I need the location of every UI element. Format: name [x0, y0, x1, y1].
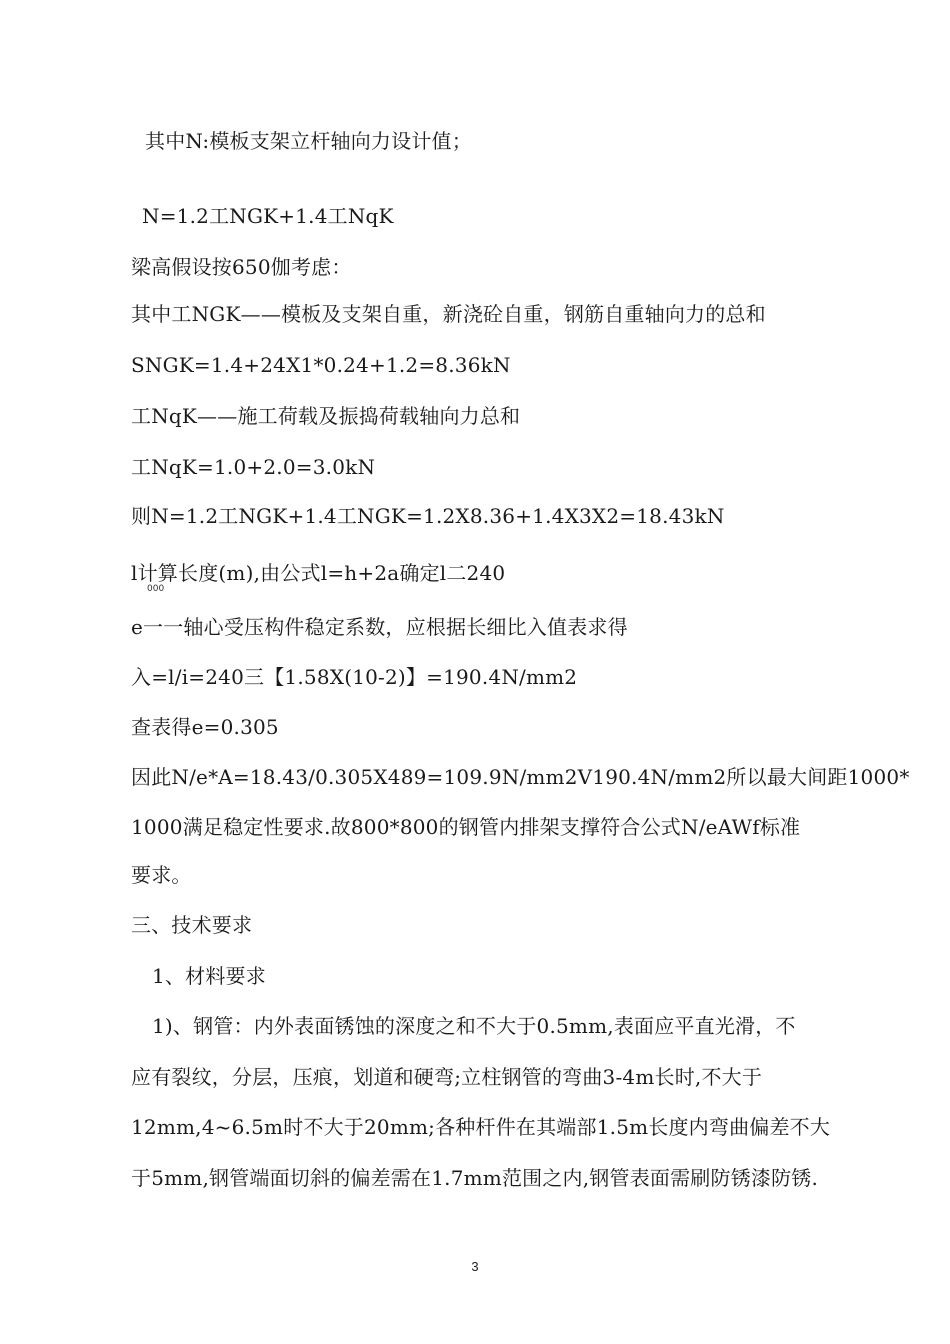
text-line-5: SNGK=1.4+24X1*0.24+1.2=8.36kN [131, 353, 511, 377]
text-line-18: 1)、钢管：内外表面锈蚀的深度之和不大于0.5mm,表面应平直光滑，不 [152, 1014, 796, 1038]
text-line-11: 入=l/i=240三【1.58X(10-2)】=190.4N/mm2 [131, 665, 578, 689]
subsection-heading: 1、材料要求 [152, 964, 266, 988]
page-number: 3 [471, 1259, 479, 1274]
text-line-7: 工NqK=1.0+2.0=3.0kN [131, 455, 376, 479]
text-line-1: 其中N:模板支架立杆轴向力设计值； [145, 129, 472, 153]
text-line-20: 12mm,4~6.5m时不大于20mm;各种杆件在其端部1.5m长度内弯曲偏差不大 [131, 1115, 831, 1139]
text-line-14: 1000满足稳定性要求.故800*800的钢管内排架支撑符合公式N/eAWf标准 [131, 815, 801, 839]
text-line-4: 其中工NGK——模板及支架自重，新浇砼自重，钢筋自重轴向力的总和 [131, 302, 766, 326]
text-line-9: l计算长度(m),由公式l=h+2a确定l二240 [131, 561, 506, 585]
section-heading: 三、技术要求 [131, 913, 253, 937]
text-line-19: 应有裂纹，分层，压痕，划道和硬弯;立柱钢管的弯曲3-4m长时,不大于 [131, 1065, 763, 1089]
text-line-3: 梁高假设按650伽考虑： [131, 255, 352, 279]
text-line-15: 要求。 [131, 863, 192, 887]
text-line-21: 于5mm,钢管端面切斜的偏差需在1.7mm范围之内,钢管表面需刷防锈漆防锈. [131, 1166, 819, 1190]
text-line-12: 查表得e=0.305 [131, 715, 279, 739]
text-line-2: N=1.2工NGK+1.4工NqK [142, 204, 394, 228]
text-line-6: 工NqK——施工荷载及振捣荷载轴向力总和 [131, 404, 521, 428]
subscript-text: 000 [147, 584, 165, 594]
text-line-10: e一一轴心受压构件稳定系数，应根据长细比入值表求得 [131, 615, 628, 639]
text-line-8: 则N=1.2工NGK+1.4工NGK=1.2X8.36+1.4X3X2=18.43kN [131, 504, 725, 528]
text-line-13: 因此N/e*A=18.43/0.305X489=109.9N/mm2V190.4N/mm2所以最大间距1000* [131, 765, 910, 789]
